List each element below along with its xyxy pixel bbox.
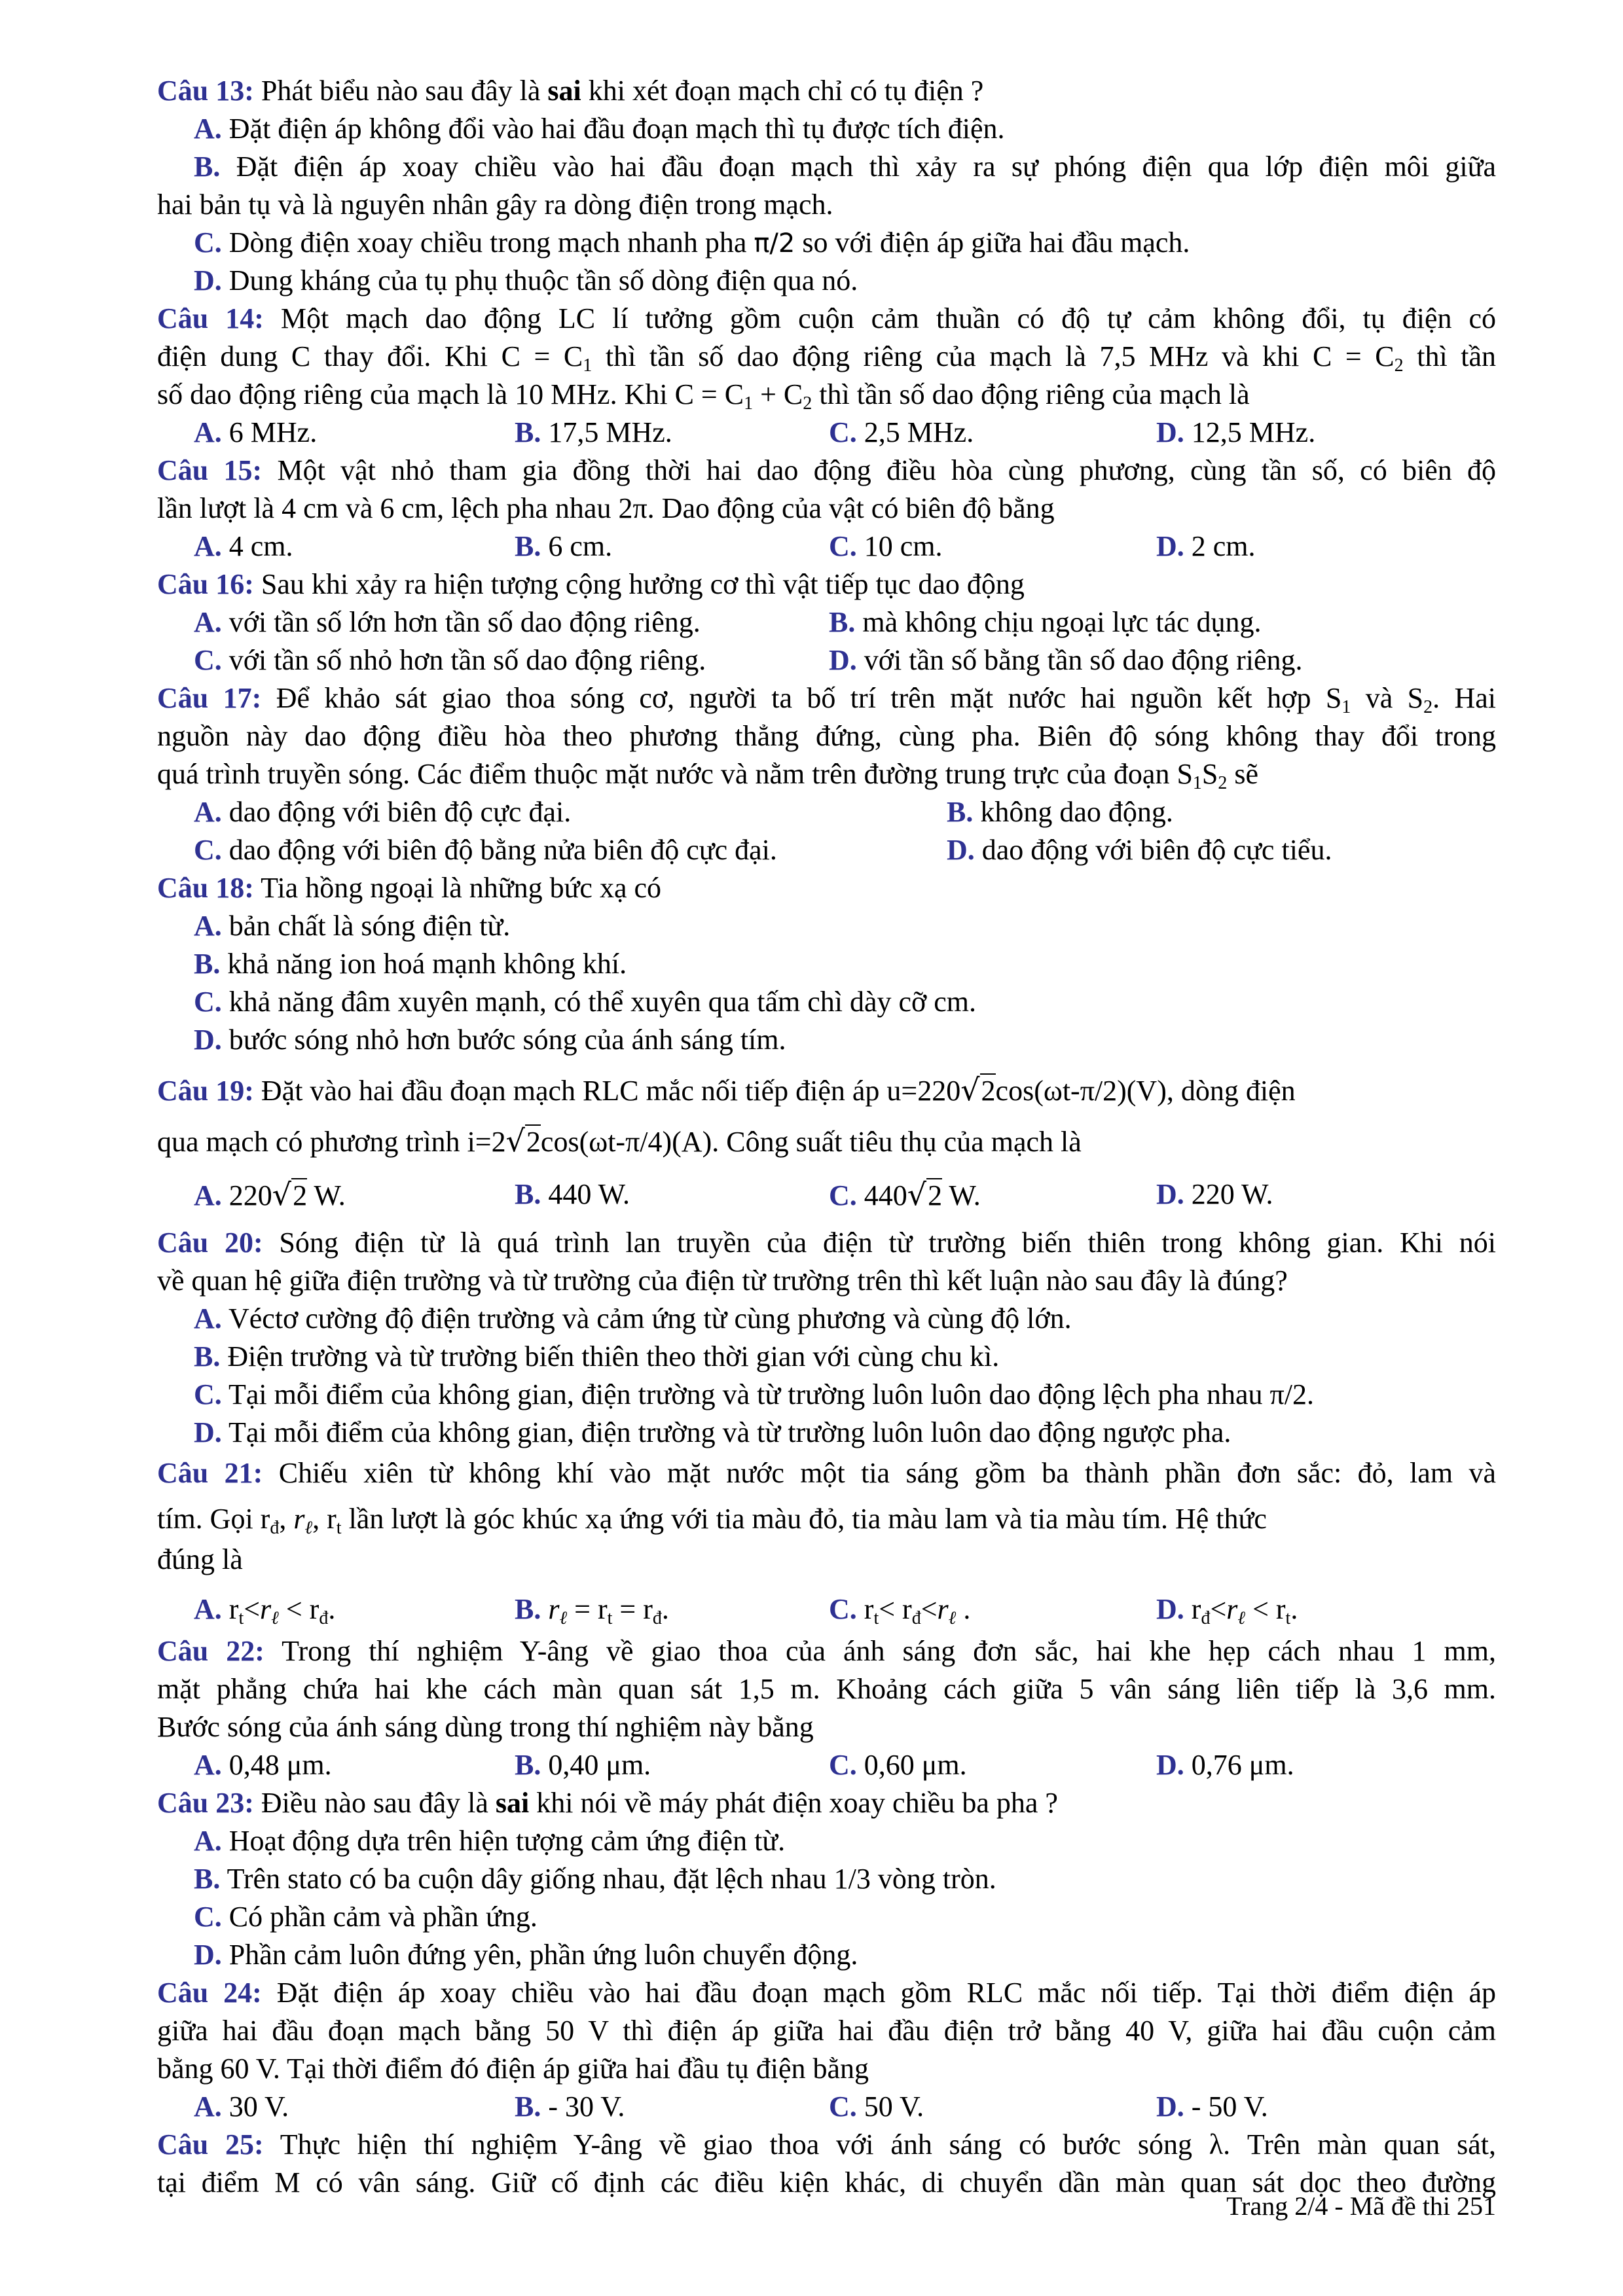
q18-option-b: B. khả năng ion hoá mạnh không khí.: [194, 948, 627, 980]
q16-option-a: A. với tần số lớn hơn tần số dao động riêng.: [194, 606, 701, 638]
q20-stem-line1: Câu 20: Sóng điện từ là quá trình lan truyền của điện từ trường biến thiên trong không gian. Khi nói: [157, 1227, 1497, 1259]
q20-option-d: D. Tại mỗi điểm của không gian, điện trường và từ trường luôn luôn dao động ngược pha.: [194, 1416, 1231, 1448]
q19-option-a: A. 220√2 W.: [194, 1177, 346, 1212]
q13-option-c: C. Dòng điện xoay chiều trong mạch nhanh pha π/2 so với điện áp giữa hai đầu mạch.: [194, 226, 1190, 259]
q15-option-d: D. 2 cm.: [1156, 530, 1256, 562]
q13-stem: Câu 13: Phát biểu nào sau đây là sai khi xét đoạn mạch chỉ có tụ điện ?: [157, 75, 984, 107]
q13-number: Câu 13:: [157, 75, 254, 107]
q17-stem-line1: Câu 17: Để khảo sát giao thoa sóng cơ, người ta bố trí trên mặt nước hai nguồn kết hợp $S_1$ và $S_2$. Hai: [157, 682, 1497, 717]
q14-stem-line2: điện dung C thay đổi. Khi $C = C_1$ thì tần số dao động riêng của mạch là 7,5 MHz và khi $C = C_2$ thì tần: [157, 340, 1497, 376]
q17-stem-line3: quá trình truyền sóng. Các điểm thuộc mặt nước và nằm trên đường trung trực của đoạn $S_1S_2$ sẽ: [157, 758, 1259, 793]
q15-option-a: A. 4 cm.: [194, 530, 293, 562]
sqrt-symbol: √: [907, 1177, 927, 1212]
q20-stem-line2: về quan hệ giữa điện trường và từ trường của điện từ trường trên thì kết luận nào sau đây là đúng?: [157, 1265, 1288, 1297]
q19-option-c: C. 440√2 W.: [829, 1177, 981, 1212]
current-formula: i=2√2cos(ωt-π/4)(A): [467, 1123, 712, 1158]
q15-stem-line2: lần lượt là 4 cm và 6 cm, lệch pha nhau 2π. Dao động của vật có biên độ bằng: [157, 492, 1055, 524]
q20-option-c: C. Tại mỗi điểm của không gian, điện trường và từ trường luôn luôn dao động lệch pha nhau π/2.: [194, 1378, 1314, 1410]
q16-option-d: D. với tần số bằng tần số dao động riêng.: [829, 644, 1303, 676]
q22-option-d: D. 0,76 μm.: [1156, 1749, 1294, 1781]
q22-stem-line3: Bước sóng của ánh sáng dùng trong thí nghiệm này bằng: [157, 1711, 814, 1743]
q15-option-b: B. 6 cm.: [515, 530, 613, 562]
q14-option-b: B. 17,5 MHz.: [515, 416, 672, 448]
q18-option-c: C. khả năng đâm xuyên mạnh, có thể xuyên qua tấm chì dày cỡ cm.: [194, 986, 977, 1018]
q15-option-c: C. 10 cm.: [829, 530, 943, 562]
q17-stem-line2: nguồn này dao động điều hòa theo phương thẳng đứng, cùng pha. Biên độ sóng không thay đổi trong: [157, 720, 1496, 752]
sqrt-symbol: √: [960, 1072, 980, 1107]
q25-stem-line2: tại điểm M có vân sáng. Giữ cố định các điều kiện khác, di chuyển dần màn quan sát dọc theo đường: [157, 2166, 1496, 2198]
q25-stem-line1: Câu 25: Thực hiện thí nghiệm Y-âng về giao thoa với ánh sáng có bước sóng λ. Trên màn quan sát,: [157, 2128, 1496, 2161]
q13-option-a: A. Đặt điện áp không đổi vào hai đầu đoạn mạch thì tụ được tích điện.: [194, 113, 1005, 145]
q14-option-a: A. 6 MHz.: [194, 416, 318, 448]
q18-option-d: D. bước sóng nhỏ hơn bước sóng của ánh sáng tím.: [194, 1024, 786, 1056]
page-footer: Trang 2/4 - Mã đề thi 251: [1226, 2191, 1496, 2221]
q21-option-d: D. $r_đ<r_\ell < r_t$.: [1156, 1593, 1298, 1628]
q20-option-a: A. Véctơ cường độ điện trường và cảm ứng từ cùng phương và cùng độ lớn.: [194, 1302, 1072, 1335]
q24-stem-line1: Câu 24: Đặt điện áp xoay chiều vào hai đầu đoạn mạch gồm RLC mắc nối tiếp. Tại thời điểm điện áp: [157, 1977, 1496, 2009]
q19-stem-line1: Câu 19: Đặt vào hai đầu đoạn mạch RLC mắc nối tiếp điện áp u=220√2cos(ωt-π/2)(V), dòng điện: [157, 1072, 1296, 1107]
q13-option-d: D. Dung kháng của tụ phụ thuộc tần số dòng điện qua nó.: [194, 264, 858, 296]
q19-option-b: B. 440 W.: [515, 1178, 630, 1210]
q16-option-b: B. mà không chịu ngoại lực tác dụng.: [829, 606, 1262, 638]
q13-option-b-line2: hai bản tụ và là nguyên nhân gây ra dòng điện trong mạch.: [157, 188, 833, 221]
q22-stem-line1: Câu 22: Trong thí nghiệm Y-âng về giao thoa của ánh sáng đơn sắc, hai khe hẹp cách nhau 1 mm,: [157, 1635, 1496, 1667]
q22-option-a: A. 0,48 μm.: [194, 1749, 332, 1781]
q23-option-c: C. Có phần cảm và phần ứng.: [194, 1901, 538, 1933]
q17-option-a: A. dao động với biên độ cực đại.: [194, 796, 572, 828]
q17-option-d: D. dao động với biên độ cực tiểu.: [947, 834, 1332, 866]
voltage-formula: u=220√2cos(ωt-π/2)(V): [886, 1072, 1167, 1107]
q21-stem-line3: đúng là: [157, 1543, 243, 1575]
q17-option-c: C. dao động với biên độ bằng nửa biên độ cực đại.: [194, 834, 777, 866]
q21-option-c: C. $r_t< r_đ<r_\ell$ .: [829, 1593, 971, 1628]
q24-stem-line2: giữa hai đầu đoạn mạch bằng 50 V thì điện áp giữa hai đầu điện trở bằng 40 V, giữa hai đầu cuộn cảm: [157, 2015, 1496, 2047]
q23-option-b: B. Trên stato có ba cuộn dây giống nhau, đặt lệch nhau 1/3 vòng tròn.: [194, 1863, 996, 1895]
pi-over-2-formula: π/2: [754, 228, 795, 259]
q24-stem-line3: bằng 60 V. Tại thời điểm đó điện áp giữa hai đầu tụ điện bằng: [157, 2053, 869, 2085]
q15-stem-line1: Câu 15: Một vật nhỏ tham gia đồng thời hai dao động điều hòa cùng phương, cùng tần số, có biên độ: [157, 454, 1497, 486]
q21-stem-line2: tím. Gọi $r_đ$, $r_\ell$, $r_t$ lần lượt là góc khúc xạ ứng với tia màu đỏ, tia màu lam và tia màu tím. Hệ thức: [157, 1503, 1267, 1538]
q22-stem-line2: mặt phẳng chứa hai khe cách màn quan sát 1,5 m. Khoảng cách giữa 5 vân sáng liên tiếp là 3,6 mm.: [157, 1673, 1496, 1705]
q24-option-c: C. 50 V.: [829, 2090, 924, 2123]
q14-option-c: C. 2,5 MHz.: [829, 416, 974, 448]
q14-option-d: D. 12,5 MHz.: [1156, 416, 1316, 448]
q23-option-a: A. Hoạt động dựa trên hiện tượng cảm ứng điện từ.: [194, 1825, 786, 1857]
q14-stem-line3: số dao động riêng của mạch là 10 MHz. Khi $C = C_1 + C_2$ thì tần số dao động riêng của mạch là: [157, 378, 1250, 414]
q22-option-b: B. 0,40 μm.: [515, 1749, 651, 1781]
sqrt-symbol: √: [505, 1123, 525, 1158]
q14-stem-line1: Câu 14: Một mạch dao động LC lí tưởng gồm cuộn cảm thuần có độ tự cảm không đổi, tụ điện có: [157, 302, 1496, 334]
q17-option-b: B. không dao động.: [947, 796, 1173, 828]
sqrt-symbol: √: [272, 1177, 292, 1212]
q20-option-b: B. Điện trường và từ trường biến thiên theo thời gian với cùng chu kì.: [194, 1340, 1000, 1372]
q19-option-d: D. 220 W.: [1156, 1178, 1273, 1210]
q23-option-d: D. Phần cảm luôn đứng yên, phần ứng luôn chuyển động.: [194, 1939, 858, 1971]
q13-option-b-line1: B. Đặt điện áp xoay chiều vào hai đầu đoạn mạch thì xảy ra sự phóng điện qua lớp điện môi giữa: [194, 151, 1497, 183]
q24-option-a: A. 30 V.: [194, 2090, 289, 2123]
q19-stem-line2: qua mạch có phương trình i=2√2cos(ωt-π/4)(A). Công suất tiêu thụ của mạch là: [157, 1123, 1082, 1158]
q22-option-c: C. 0,60 μm.: [829, 1749, 967, 1781]
q16-option-c: C. với tần số nhỏ hơn tần số dao động riêng.: [194, 644, 706, 676]
q21-stem-line1: Câu 21: Chiếu xiên từ không khí vào mặt nước một tia sáng gồm ba thành phần đơn sắc: đỏ, lam và: [157, 1457, 1496, 1489]
q18-option-a: A. bản chất là sóng điện từ.: [194, 910, 511, 942]
q21-option-b: B. $r_\ell = r_t = r_đ$.: [515, 1593, 669, 1628]
q23-stem: Câu 23: Điều nào sau đây là sai khi nói về máy phát điện xoay chiều ba pha ?: [157, 1787, 1058, 1819]
q24-option-b: B. - 30 V.: [515, 2090, 625, 2123]
q24-option-d: D. - 50 V.: [1156, 2090, 1268, 2123]
q18-stem: Câu 18: Tia hồng ngoại là những bức xạ có: [157, 872, 661, 904]
q21-option-a: A. $r_t<r_\ell < r_đ$.: [194, 1593, 336, 1628]
q16-stem: Câu 16: Sau khi xảy ra hiện tượng cộng hưởng cơ thì vật tiếp tục dao động: [157, 568, 1025, 600]
